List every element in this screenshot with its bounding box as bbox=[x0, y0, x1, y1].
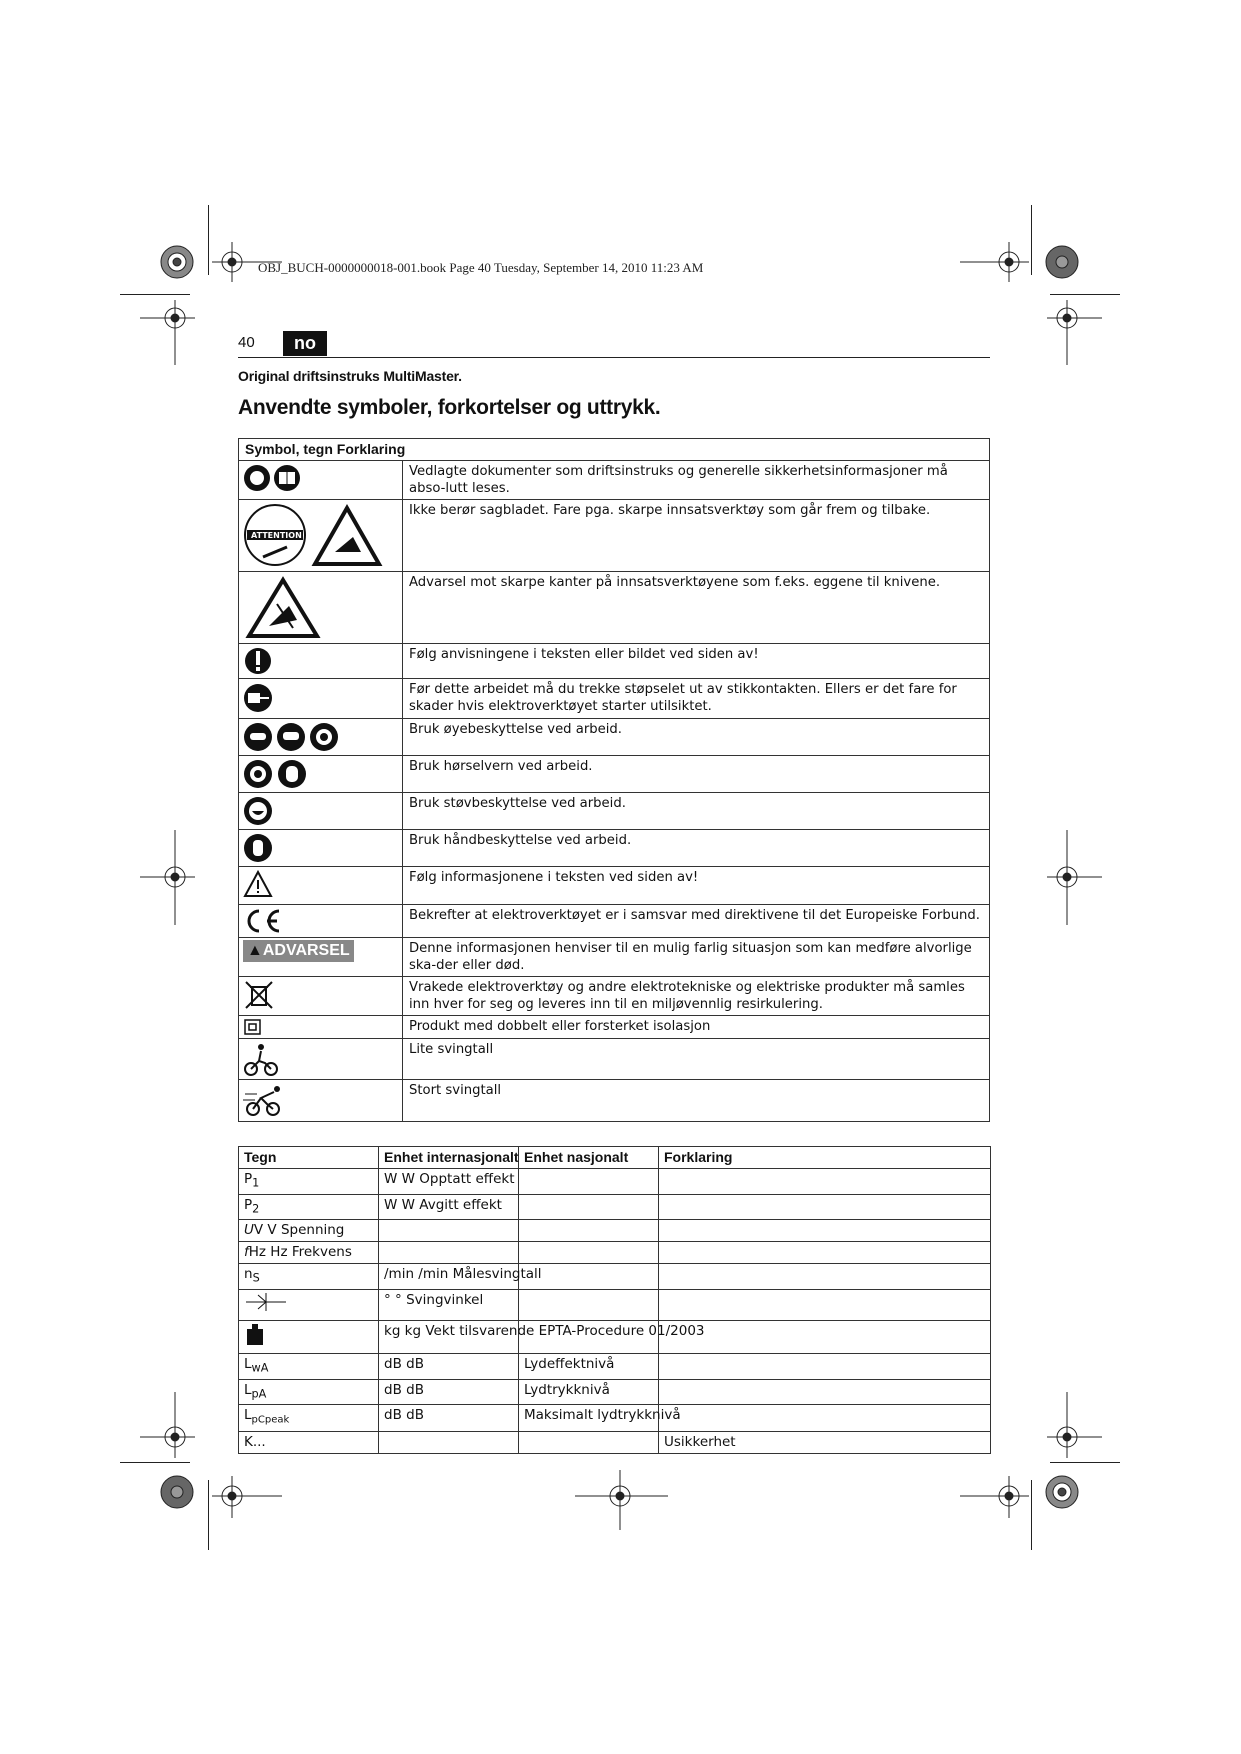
warning-triangle-icon: ▲ bbox=[247, 942, 263, 959]
unit-cell: Lydeffektnivå bbox=[519, 1354, 659, 1380]
explanation-cell: Vrakede elektroverktøy og andre elektrotekniske og elektriske produkter må samles inn hver for seg og leveres inn til en miljøvennlig resirkulering. bbox=[403, 977, 990, 1016]
explanation-cell bbox=[659, 1405, 991, 1432]
rosette-icon bbox=[161, 246, 193, 278]
unit-cell bbox=[519, 1432, 659, 1454]
symbol-cell bbox=[239, 977, 403, 1016]
unit-cell bbox=[519, 1220, 659, 1242]
sharp-edges-warning-icon bbox=[243, 574, 323, 640]
symbol-cell bbox=[239, 644, 403, 679]
warning-triangle-icon bbox=[243, 869, 275, 899]
explanation-cell: Bruk hørselvern ved arbeid. bbox=[403, 756, 990, 793]
unit-cell: W W Avgitt effekt bbox=[379, 1194, 519, 1220]
explanation-cell: Følg anvisningene i teksten eller bildet ved siden av! bbox=[403, 644, 990, 679]
explanation-cell: Følg informasjonene i teksten ved siden av! bbox=[403, 867, 990, 905]
unit-cell bbox=[379, 1432, 519, 1454]
symbol-cell bbox=[239, 1016, 403, 1039]
sign-cell: $n_S$ bbox=[239, 1264, 379, 1290]
units-table bbox=[238, 1146, 991, 1454]
table-header-row bbox=[239, 439, 990, 461]
crosshair-icon bbox=[575, 1470, 668, 1530]
gloves-icon bbox=[243, 832, 275, 864]
explanation-cell bbox=[659, 1354, 991, 1380]
table-row bbox=[239, 1379, 991, 1405]
explanation-cell: Lite svingtall bbox=[403, 1039, 990, 1080]
explanation-cell: Før dette arbeidet må du trekke støpselet ut av stikkontakten. Ellers er det fare for skader hvis elektroverktøyet starter utilsiktet. bbox=[403, 679, 990, 719]
read-manual-icon bbox=[243, 463, 303, 493]
header-rule bbox=[238, 357, 990, 358]
explanation-cell: Produkt med dobbelt eller forsterket isolasjon bbox=[403, 1016, 990, 1039]
sign-cell: $L_{pCpeak}$ bbox=[239, 1405, 379, 1432]
language-badge: no bbox=[283, 331, 327, 356]
unit-cell: dB dB bbox=[379, 1405, 519, 1432]
table-row bbox=[239, 461, 990, 500]
column-header: Enhet internasjonalt bbox=[379, 1147, 519, 1169]
sign-cell: fHz Hz Frekvens bbox=[239, 1242, 379, 1264]
explanation-cell: Bruk håndbeskyttelse ved arbeid. bbox=[403, 830, 990, 867]
table-row bbox=[239, 1264, 991, 1290]
explanation-cell bbox=[659, 1194, 991, 1220]
explanation-cell bbox=[659, 1379, 991, 1405]
table-header-row bbox=[239, 1147, 991, 1169]
table-row bbox=[239, 1194, 991, 1220]
symbol-cell bbox=[239, 938, 403, 977]
table-row bbox=[239, 500, 990, 572]
table-row bbox=[239, 572, 990, 644]
explanation-cell bbox=[659, 1242, 991, 1264]
column-header: Forklaring bbox=[659, 1147, 991, 1169]
crosshair-icon bbox=[140, 1392, 195, 1458]
explanation-cell bbox=[659, 1264, 991, 1290]
explanation-cell: Ikke berør sagbladet. Fare pga. skarpe innsatsverktøy som går frem og tilbake. bbox=[403, 500, 990, 572]
explanation-cell: Bruk øyebeskyttelse ved arbeid. bbox=[403, 719, 990, 756]
table-row bbox=[239, 756, 990, 793]
table-row bbox=[239, 1169, 991, 1195]
table-row bbox=[239, 867, 990, 905]
table-header: Symbol, tegn Forklaring bbox=[239, 439, 990, 461]
table-row bbox=[239, 1405, 991, 1432]
exclamation-icon bbox=[243, 646, 275, 676]
explanation-cell bbox=[659, 1290, 991, 1321]
column-header: Tegn bbox=[239, 1147, 379, 1169]
explanation-cell bbox=[659, 1220, 991, 1242]
attention-saw-blade-icon bbox=[243, 502, 383, 568]
sign-cell: $L_{pA}$ bbox=[239, 1379, 379, 1405]
fast-cyclist-icon bbox=[243, 1082, 285, 1118]
explanation-cell bbox=[659, 1169, 991, 1195]
explanation-cell: Vedlagte dokumenter som driftsinstruks og generelle sikkerhetsinformasjoner må abso-lutt leses. bbox=[403, 461, 990, 500]
svg-text:ATTENTION: ATTENTION bbox=[251, 531, 302, 540]
rosette-icon bbox=[161, 1476, 193, 1508]
hearing-protection-icon bbox=[243, 758, 311, 790]
table-row bbox=[239, 1242, 991, 1264]
crosshair-icon bbox=[960, 1476, 1029, 1518]
table-row bbox=[239, 977, 990, 1016]
page-number: 40 bbox=[238, 334, 255, 351]
unit-cell: Maksimalt lydtrykknivå bbox=[519, 1405, 659, 1432]
crosshair-icon bbox=[1047, 830, 1102, 925]
table-row bbox=[239, 679, 990, 719]
unit-cell: /min /min Målesvingtall bbox=[379, 1264, 519, 1290]
table-row bbox=[239, 1016, 990, 1039]
symbol-cell bbox=[239, 830, 403, 867]
symbol-cell bbox=[239, 1039, 403, 1080]
symbol-cell bbox=[239, 719, 403, 756]
table-row bbox=[239, 905, 990, 938]
unit-cell: kg kg Vekt tilsvarende EPTA-Procedure 01/2003 bbox=[379, 1321, 519, 1354]
table-row bbox=[239, 719, 990, 756]
table-row bbox=[239, 830, 990, 867]
explanation-cell: Stort svingtall bbox=[403, 1080, 990, 1122]
rosette-icon bbox=[1046, 246, 1078, 278]
explanation-cell: Bruk støvbeskyttelse ved arbeid. bbox=[403, 793, 990, 830]
unit-cell: dB dB bbox=[379, 1354, 519, 1380]
weee-bin-icon bbox=[243, 979, 275, 1011]
document-subtitle: Original driftsinstruks MultiMaster. bbox=[238, 368, 462, 384]
table-row bbox=[239, 1432, 991, 1454]
symbol-cell bbox=[239, 1080, 403, 1122]
symbol-cell bbox=[239, 500, 403, 572]
advarsel-label: ▲ADVARSEL bbox=[243, 940, 354, 962]
explanation-cell: Usikkerhet bbox=[659, 1432, 991, 1454]
explanation-cell bbox=[659, 1321, 991, 1354]
unit-cell: Lydtrykknivå bbox=[519, 1379, 659, 1405]
symbol-cell bbox=[239, 461, 403, 500]
unit-cell bbox=[379, 1242, 519, 1264]
unit-cell bbox=[519, 1169, 659, 1195]
crosshair-icon bbox=[960, 242, 1029, 282]
symbol-cell bbox=[239, 572, 403, 644]
crosshair-icon bbox=[1047, 1392, 1102, 1458]
unplug-icon bbox=[243, 681, 275, 715]
table-row bbox=[239, 1080, 990, 1122]
column-header: Enhet nasjonalt bbox=[519, 1147, 659, 1169]
sign-cell: $L_{wA}$ bbox=[239, 1354, 379, 1380]
unit-cell: ° ° Svingvinkel bbox=[379, 1290, 519, 1321]
explanation-cell: Bekrefter at elektroverktøyet er i samsvar med direktivene til det Europeiske Forbund. bbox=[403, 905, 990, 938]
table-row bbox=[239, 1220, 991, 1242]
symbol-cell bbox=[239, 905, 403, 938]
crosshair-icon bbox=[212, 1476, 282, 1518]
crosshair-icon bbox=[140, 300, 195, 365]
symbol-cell bbox=[239, 793, 403, 830]
crosshair-icon bbox=[1047, 300, 1102, 365]
explanation-cell: Advarsel mot skarpe kanter på innsatsverktøyene som f.eks. eggene til knivene. bbox=[403, 572, 990, 644]
weight-icon bbox=[244, 1322, 266, 1346]
page-title: Anvendte symboler, forkortelser og uttrykk. bbox=[238, 396, 661, 419]
crosshair-icon bbox=[140, 830, 195, 925]
sign-cell: $P_2$ bbox=[239, 1194, 379, 1220]
table-row bbox=[239, 1321, 991, 1354]
symbol-cell bbox=[239, 756, 403, 793]
unit-cell bbox=[519, 1290, 659, 1321]
table-row bbox=[239, 644, 990, 679]
table-row bbox=[239, 1039, 990, 1080]
double-insulation-icon bbox=[243, 1018, 263, 1036]
sign-cell: $P_1$ bbox=[239, 1169, 379, 1195]
rosette-icon bbox=[1046, 1476, 1078, 1508]
dust-mask-icon bbox=[243, 795, 275, 827]
sign-cell: K... bbox=[239, 1432, 379, 1454]
symbols-table bbox=[238, 438, 990, 1122]
unit-cell bbox=[519, 1242, 659, 1264]
unit-cell bbox=[379, 1220, 519, 1242]
symbol-cell bbox=[239, 867, 403, 905]
print-slug: OBJ_BUCH-0000000018-001.book Page 40 Tuesday, September 14, 2010 11:23 AM bbox=[258, 260, 704, 275]
unit-cell: W W Opptatt effekt bbox=[379, 1169, 519, 1195]
unit-cell: dB dB bbox=[379, 1379, 519, 1405]
eye-protection-icon bbox=[243, 721, 343, 753]
table-row bbox=[239, 938, 990, 977]
explanation-cell: Denne informasjonen henviser til en mulig farlig situasjon som kan medføre alvorlige ska-der eller død. bbox=[403, 938, 990, 977]
oscillation-angle-icon bbox=[244, 1291, 288, 1313]
symbol-cell bbox=[239, 679, 403, 719]
table-row bbox=[239, 793, 990, 830]
ce-mark-icon bbox=[243, 907, 283, 935]
table-row bbox=[239, 1290, 991, 1321]
table-row bbox=[239, 1354, 991, 1380]
sign-cell bbox=[239, 1321, 379, 1354]
sign-cell bbox=[239, 1290, 379, 1321]
unit-cell bbox=[519, 1194, 659, 1220]
slow-cyclist-icon bbox=[243, 1041, 279, 1077]
sign-cell: UV V Spenning bbox=[239, 1220, 379, 1242]
